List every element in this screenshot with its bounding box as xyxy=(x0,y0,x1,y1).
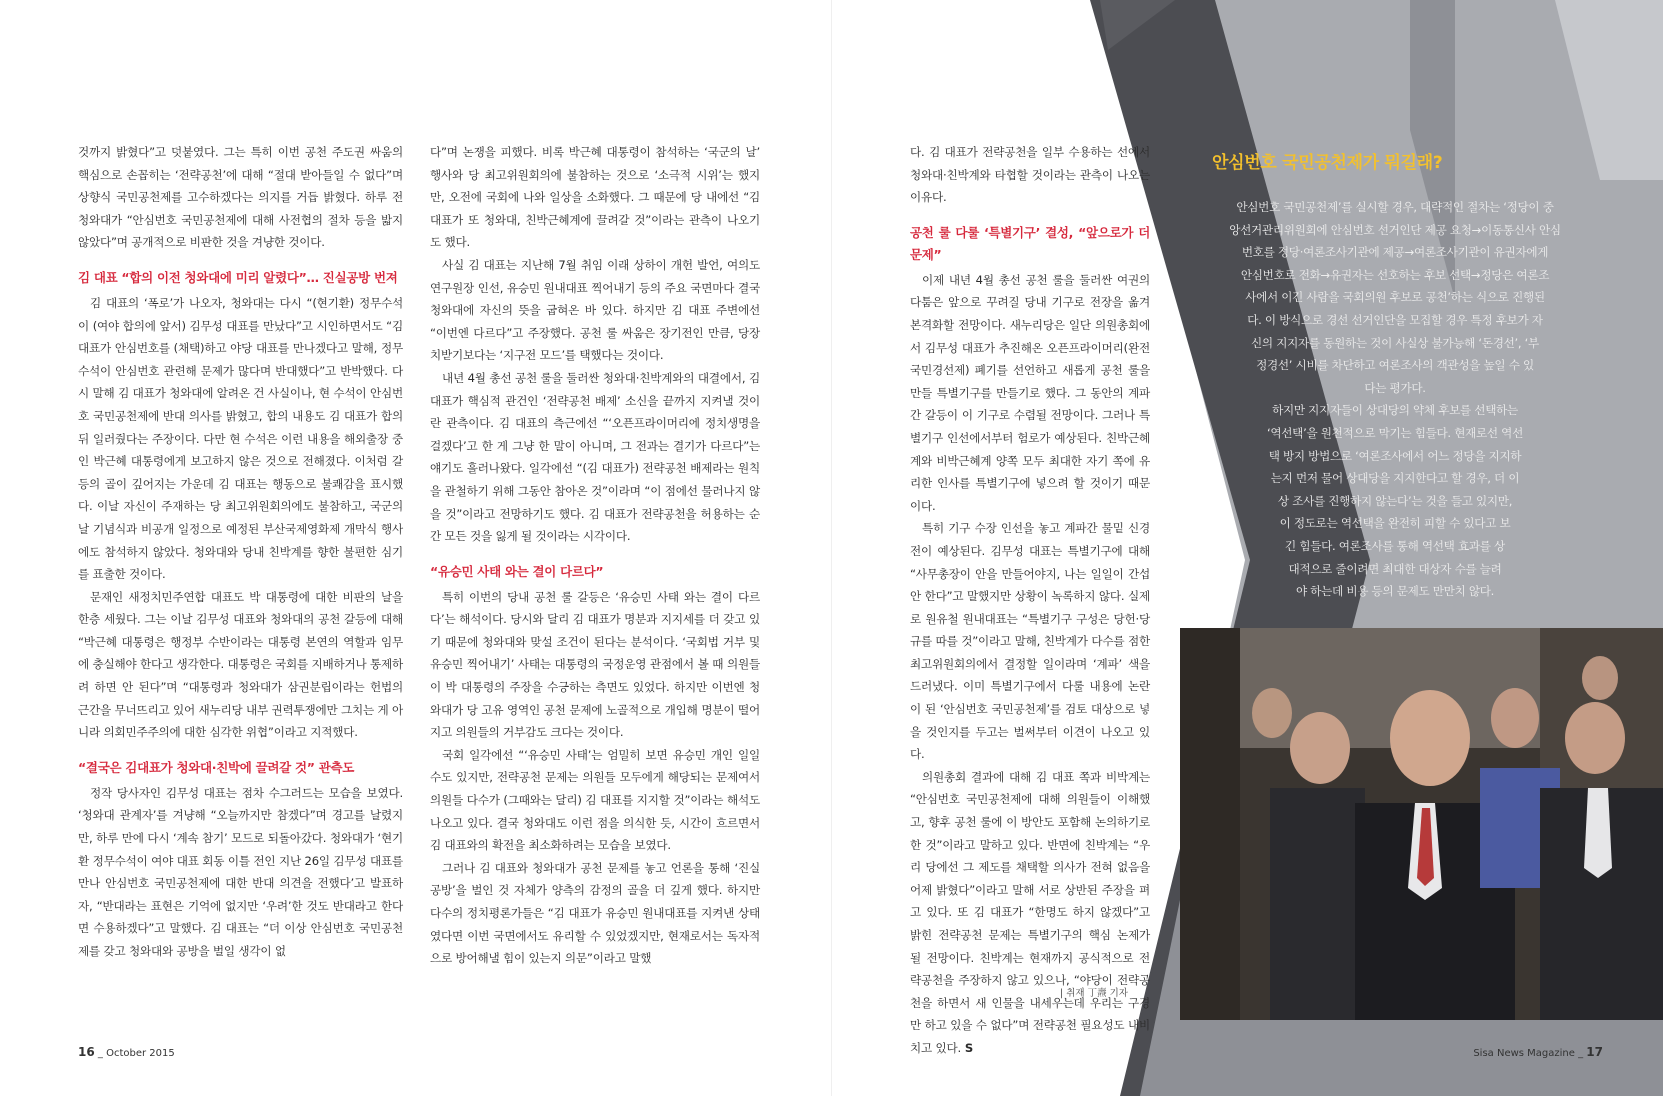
sidebar-line: 안심번호 국민공천제’를 실시할 경우, 대략적인 절차는 ‘정당이 중 xyxy=(1236,200,1554,214)
sidebar-line: 는지 먼저 물어 상대당을 지지한다고 할 경우, 더 이 xyxy=(1270,471,1520,486)
sidebar-line: 이 정도로는 역선택을 완전히 피할 수 있다고 보 xyxy=(1279,516,1511,531)
magazine-name: Sisa News Magazine _ xyxy=(1473,1048,1584,1059)
paragraph: 국회 일각에선 “‘유승민 사태’는 엄밀히 보면 유승민 개인 일일 수도 있지만, 전략공천 문제는 의원들 모두에게 해당되는 문제여서 의원들 다수가 (그때와는 달리) 김 대표를 지지할 것”이라는 해석도 나오고 있다. 결국 청와대도 이런 점을 의식한 듯, 시간이 흐르면서 김 대표와의 확전을 최소화하려는 모습을 보였다. xyxy=(430,747,760,853)
issue-date: _ October 2015 xyxy=(97,1048,175,1059)
sidebar-line: 다. 이 방식으로 경선 선거인단을 모집할 경우 특정 후보가 자 xyxy=(1247,312,1543,327)
sidebar-line: 정경선’ 시비를 차단하고 여론조사의 객관성을 높일 수 있 xyxy=(1256,358,1534,373)
sidebar-line: 신의 지지자를 동원하는 것이 사실상 불가능해 ‘돈경선’, ‘부 xyxy=(1251,335,1539,350)
section-heading: 공천 룰 다룰 ‘특별기구’ 결성, “앞으로가 더 문제” xyxy=(910,224,1150,262)
page-number-right: 17 xyxy=(1586,1045,1603,1059)
sidebar-line: 하지만 지지자들이 상대당의 약체 후보를 선택하는 xyxy=(1272,403,1518,418)
paragraph: 김 대표의 ‘폭로’가 나오자, 청와대는 다시 “(현기환) 정무수석이 (여야 합의에 앞서) 김무성 대표를 만났다”고 시인하면서도 “김 대표가 안심번호를 (채택)하고 야당 대표를 만나겠다고 말해, 정무수석이 안심번호 관련해 문제가 많다며 반대했다”고 반박했다. 다시 말해 김 대표가 청와대에 알려온 건 사실이나, 현 수석이 안심번호 국민공천제에 반대 의사를 밝혔고, 합의 내용도 김 대표가 합의 뒤 일러줬다는 주장이다. 다만 현 수석은 이런 내용을 해외출장 중인 박근혜 대통령에게 보고하지 않은 것으로 전해졌다. 이처럼 갈등의 골이 깊어지는 가운데 김 대표는 행동으로 불쾌감을 표시했다. 이날 자신이 주재하는 당 최고위원회의에도 불참하고, 국군의 날 기념식과 비공개 일정으로 예정된 부산국제영화제 개막식 행사에도 참석하지 않았다. 청와대와 당내 친박계를 향한 불편한 심기를 표출한 것이다. xyxy=(78,295,403,582)
paragraph: 특히 기구 수장 인선을 놓고 계파간 물밑 신경전이 예상된다. 김무성 대표는 특별기구에 대해 “사무총장이 안을 만들어야지, 나는 일일이 간섭 안 한다”고 말했지만 상황이 녹록하지 않다. 실제로 원유철 원내대표는 “특별기구 구성은 당헌·당규를 따를 것”이라고 말해, 친박계가 다수를 점한 최고위원회의에서 결정할 일이라며 ‘계파’ 색을 드러냈다. 이미 특별기구에서 다룰 내용에 논란이 된 ‘안심번호 국민공천제’를 검토 대상으로 넣을 것인지를 두고는 벌써부터 이견이 나오고 있다. xyxy=(910,521,1150,762)
article-column-3 xyxy=(910,141,1150,1060)
paragraph: 다. 김 대표가 전략공천을 일부 수용하는 선에서 청와대·친박계와 타협할 것이라는 관측이 나오는 이유다. xyxy=(910,145,1150,205)
sidebar-line: 긴 힘들다. 여론조사를 통해 역선택 효과를 상 xyxy=(1285,538,1505,553)
section-heading: “결국은 김대표가 청와대·친박에 끌려갈 것” 관측도 xyxy=(78,759,355,775)
sidebar-line: ‘역선택’을 원천적으로 막기는 힘들다. 현재로선 역선 xyxy=(1267,425,1523,440)
sidebar-line: 안심번호로 전화→유권자는 선호하는 후보 선택→정당은 여론조 xyxy=(1240,267,1550,282)
sidebar-line: 상 조사를 진행하지 않는다’는 것을 들고 있지만, xyxy=(1277,493,1513,508)
sidebar-line: 사에서 이긴 사람을 국회의원 후보로 공천’하는 식으로 진행된 xyxy=(1245,290,1545,305)
article-end-mark: S xyxy=(960,1040,973,1055)
page-gutter xyxy=(831,0,832,1096)
left-folio xyxy=(78,1045,175,1059)
sidebar-line: 택 방지 방법으로 ‘여론조사에서 어느 정당을 지지하 xyxy=(1268,448,1522,463)
sidebar-body xyxy=(1160,196,1630,603)
photo-credit: | 취재 丁燾 기자 xyxy=(1060,988,1128,999)
paragraph: 사실 김 대표는 지난해 7월 취임 이래 상하이 개헌 발언, 여의도연구원장 인선, 유승민 원내대표 찍어내기 등의 주요 국면마다 결국 청와대에 자신의 뜻을 굽혀온 바 있다. 하지만 김 대표 주변에선 “이번엔 다르다”고 주장했다. 공천 룰 싸움은 장기전인 만큼, 당장 치받기보다는 ‘지구전 모드’를 택했다는 것이다. xyxy=(430,257,760,363)
article-column-2 xyxy=(430,141,760,970)
paragraph: 특히 이번의 당내 공천 룰 갈등은 ‘유승민 사태 와는 결이 다르다’는 해석이다. 당시와 달리 김 대표가 명분과 지지세를 더 갖고 있기 때문에 청와대와 맞설 조건이 된다는 분석이다. ‘국회법 거부 및 유승민 찍어내기’ 사태는 대통령의 국정운영 관점에서 볼 때 의원들이 박 대통령의 주장을 수긍하는 측면도 있었다. 하지만 이번엔 청와대가 당 고유 영역인 공천 문제에 노골적으로 개입해 명분이 떨어지고 의원들의 거부감도 크다는 것이다. xyxy=(430,589,760,740)
paragraph: 것까지 밝혔다”고 덧붙였다. 그는 특히 이번 공천 주도권 싸움의 핵심으로 손꼽히는 ‘전략공천’에 대해 “절대 받아들일 수 없다”며 상향식 국민공천제를 고수하겠다는 의지를 거듭 밝혔다. 하루 전 청와대가 “안심번호 국민공천제에 대해 사전협의 절차 등을 밟지 않았다”며 공개적으로 비판한 것을 겨냥한 것이다. xyxy=(78,145,403,250)
paragraph: 문재인 새정치민주연합 대표도 박 대통령에 대한 비판의 날을 한층 세웠다. 그는 이날 김무성 대표와 청와대의 공천 갈등에 대해 “박근혜 대통령은 행정부 수반이라는 대통령 본연의 역할과 임무에 충실해야 한다고 생각한다. 대통령은 국회를 지배하거나 통제하려 하면 안 된다”며 “대통령과 청와대가 삼권분립이라는 헌법의 근간을 무너뜨리고 있어 새누리당 내부 권력투쟁에만 그치는 게 아니라 의회민주주의에 대한 심각한 위협”이라고 지적했다. xyxy=(78,589,403,740)
news-photo xyxy=(1180,628,1663,1020)
paragraph: 다”며 논쟁을 피했다. 비록 박근혜 대통령이 참석하는 ‘국군의 날’ 행사와 당 최고위원회의에 불참하는 것으로 ‘소극적 시위’는 했지만, 오전에 국회에 나와 일상을 소화했다. 그 때문에 당 내에선 “김 대표가 또 청와대, 친박근혜계에 끌려갈 것”이라는 관측이 나오기도 했다. xyxy=(430,145,760,250)
paragraph: 그러나 김 대표와 청와대가 공천 문제를 놓고 언론을 통해 ‘진실공방’을 벌인 것 자체가 양측의 감정의 골을 더 깊게 했다. 하지만 다수의 정치평론가들은 “김 대표가 유승민 원내대표를 지켜낸 상태였다면 이번 국면에서도 유리할 수 있었겠지만, 현재로서는 독자적으로 방어해낼 힘이 있는지 의문”이라고 말했 xyxy=(430,860,760,966)
article-column-1 xyxy=(78,141,403,963)
sidebar-line: 다는 평가다. xyxy=(1364,380,1426,395)
page-number-left: 16 xyxy=(78,1045,95,1059)
right-folio xyxy=(1473,1045,1603,1059)
sidebar-line: 야 하는데 비용 등의 문제도 만만치 않다. xyxy=(1295,584,1495,599)
section-heading: 김 대표 “합의 이전 청와대에 미리 알렸다”… 진실공방 번져 xyxy=(78,269,398,285)
sidebar-line: 대적으로 줄이려면 최대한 대상자 수를 늘려 xyxy=(1288,561,1502,576)
sidebar-line: 앙선거관리위원회에 안심번호 선거인단 제공 요청→이동통신사 안심 xyxy=(1229,222,1561,237)
paragraph: 내년 4월 총선 공천 룰을 둘러싼 청와대·친박계와의 대결에서, 김 대표가 핵심적 관건인 ‘전략공천 배제’ 소신을 끝까지 지켜낼 것이란 관측이다. 김 대표의 측근에선 “‘오픈프라이머리에 정치생명을 걸겠다’고 한 게 그냥 한 말이 아니며, 그 전과는 결기가 다르다”는 얘기도 흘러나왔다. 일각에선 “(김 대표가) 전략공천 배제라는 원칙을 관철하기 위해 그동안 참아온 것”이라며 “이 점에선 물러나지 않을 것”이라고 전망하기도 했다. 김 대표가 전략공천을 허용하는 순간 모든 것을 잃게 될 것이라는 시각이다. xyxy=(430,370,760,544)
paragraph: 의원총회 결과에 대해 김 대표 쪽과 비박계는 “안심번호 국민공천제에 대해 의원들이 이해했고, 향후 공천 룰에 이 방안도 포함해 논의하기로 한 것”이라고 말하고 있다. 반면에 친박계는 “우리 당에선 그 제도를 채택할 의사가 전혀 없음을 어제 밝혔다”이라고 말해 서로 상반된 주장을 펴고 있다. 또 김 대표가 “한명도 하지 않겠다”고 밝힌 전략공천 문제는 특별기구의 핵심 논제가 될 전망이다. 친박계는 현재까지 공식적으로 전략공천을 주장하지 않고 있으나, “야당이 전략공천을 하면서 새 인물을 내세우는데 우리는 구경만 하고 있을 수 없다”며 전략공천 필요성도 내비치고 있다. S xyxy=(910,769,1150,1055)
section-heading: “유승민 사태 와는 결이 다르다” xyxy=(430,563,604,579)
sidebar-line: 번호를 정당·여론조사기관에 제공→여론조사기관이 유권자에게 xyxy=(1241,245,1549,260)
sidebar-title: 안심번호 국민공천제가 뭐길래? xyxy=(1212,153,1443,173)
paragraph: 정작 당사자인 김무성 대표는 점차 수그러드는 모습을 보였다. ‘청와대 관계자’를 겨냥해 “오늘까지만 참겠다”며 경고를 날렸지만, 하루 만에 다시 ‘계속 참기’ 모드로 되돌아갔다. 청와대가 ‘현기환 정무수석이 여야 대표 회동 이틀 전인 지난 26일 김무성 대표를 만나 안심번호 국민공천제에 대한 반대 의견을 전했다’고 발표하자, “반대라는 표현은 기억에 없지만 ‘우려’한 것도 반대라고 한다면 수용하겠다”고 말했다. 김 대표는 “더 이상 안심번호 국민공천제를 갖고 청와대와 공방을 벌일 생각이 없 xyxy=(78,785,403,958)
paragraph: 이제 내년 4월 총선 공천 룰을 둘러싼 여권의 다툼은 앞으로 꾸려질 당내 기구로 전장을 옮겨 본격화할 전망이다. 새누리당은 일단 의원총회에서 김무성 대표가 추진해온 오픈프라이머리(완전국민경선제) 폐기를 선언하고 새롭게 공천 룰을 만들 특별기구를 만들기로 했다. 그 동안의 계파 간 갈등이 이 기구로 수렴될 전망이다. 그러나 특별기구 인선에서부터 험로가 예상된다. 친박근혜계와 비박근혜계 양쪽 모두 최대한 자기 쪽에 유리한 인사를 특별기구에 넣으려 할 것이기 때문이다. xyxy=(910,272,1150,513)
